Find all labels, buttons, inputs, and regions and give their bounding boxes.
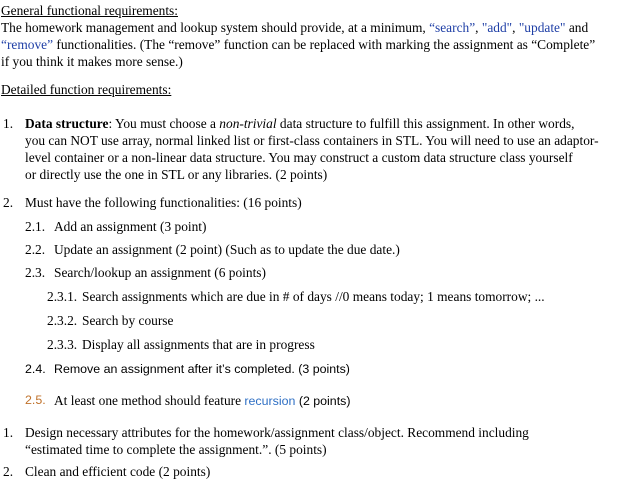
item-2-5-number: 2.5. [25,393,46,407]
item-1-number: 1. [3,116,14,131]
item-2-3-3-text: Display all assignments that are in progress [82,337,315,352]
text-run: data structure to fulfill this assignment. In other words, [276,116,575,131]
item-2-2-number: 2.2. [25,242,46,257]
item-2-4-text: Remove an assignment after it’s completed. (3 points) [54,362,350,376]
item-3-line-1: Design necessary attributes for the homework/assignment class/object. Recommend including [25,425,529,440]
item-2-3-2-text: Search by course [82,313,174,328]
item-2-3-number: 2.3. [25,265,46,280]
item-1-line-2: you can NOT use array, normal linked list or first-class containers in STL. You will need to use an adaptor- [25,133,599,148]
recursion-link[interactable]: recursion [244,394,296,408]
item-2-number: 2. [3,195,14,210]
item-2-3-text: Search/lookup an assignment (6 points) [54,265,266,280]
general-paragraph-line-2 [1,36,595,53]
text-run: The homework management and lookup system should provide, at a minimum, [1,20,430,35]
item-2-3-2-number: 2.3.2. [47,313,78,328]
text-run: At least one method should feature [54,393,245,408]
text-run: , [512,20,519,35]
item-3-number: 1. [3,425,14,440]
item-2-1-text: Add an assignment (3 point) [54,219,207,234]
item-1-bold-term: Data structure [25,116,109,131]
item-3-line-2: “estimated time to complete the assignment.”. (5 points) [25,442,327,457]
item-2-1-number: 2.1. [25,219,46,234]
text-run: : You must choose a [108,116,220,131]
item-1-line-4: or directly use the one in STL or any libraries. (2 points) [25,167,328,182]
item-2-3-3-number: 2.3.3. [47,337,78,352]
item-2-3-1-text: Search assignments which are due in # of days //0 means today; 1 means tomorrow; ... [82,289,545,304]
quote-search: “search” [429,20,476,35]
item-2-3-1-number: 2.3.1. [47,289,78,304]
item-4-text: Clean and efficient code (2 points) [25,464,211,479]
quote-add: "add" [481,20,513,35]
detailed-heading: Detailed function requirements: [1,82,172,97]
item-2-text: Must have the following functionalities: (16 points) [25,195,302,210]
item-2-4-number: 2.4. [25,362,46,376]
text-run: , [475,20,482,35]
item-1-italic-term: non-trivial [219,116,277,131]
item-2-5-text [54,392,350,410]
item-1-line-3: level container or a non-linear data structure. You may construct a custom data structure class yourself [25,150,573,165]
text-run: and [565,20,589,35]
general-paragraph-line-1 [1,19,588,36]
item-1-line-1 [25,115,574,132]
general-heading: General functional requirements: [1,3,178,18]
text-run: (2 points) [295,394,351,408]
item-2-2-text: Update an assignment (2 point) (Such as to update the due date.) [54,242,400,257]
text-run: functionalities. (The “remove” function can be replaced with marking the assignment as “Complete” [53,37,596,52]
quote-update: "update" [518,20,566,35]
quote-remove: “remove” [1,37,54,52]
item-4-number: 2. [3,464,14,479]
general-paragraph-line-3: if you think it makes more sense.) [1,54,183,69]
